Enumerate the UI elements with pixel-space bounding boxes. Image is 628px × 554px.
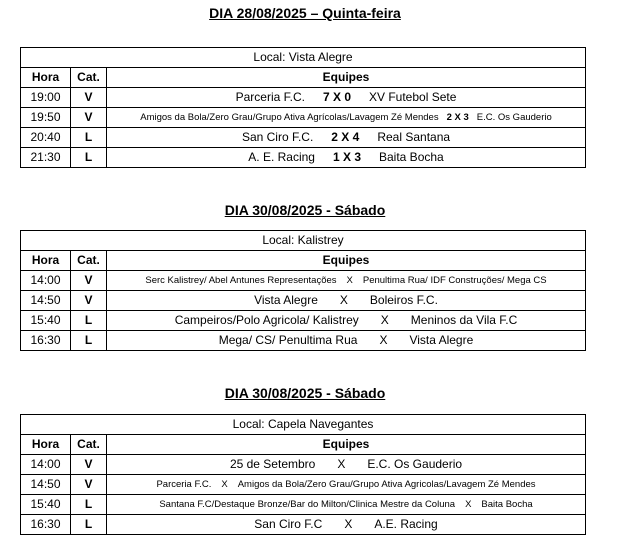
home-team: San Ciro F.C. (241, 130, 314, 144)
hora-cell: 20:40 (21, 128, 71, 148)
schedule-table-1 (20, 47, 586, 168)
away-team: E.C. Os Gauderio (367, 457, 463, 471)
table-row (21, 311, 586, 331)
away-team: A.E. Racing (374, 517, 438, 531)
versus: X (379, 333, 388, 347)
cat-cell: V (71, 271, 107, 291)
cat-cell: V (71, 88, 107, 108)
header-equipes: Equipes (107, 435, 586, 455)
hora-cell: 16:30 (21, 331, 71, 351)
away-team: Vista Alegre (409, 333, 474, 347)
score: 2 X 4 (331, 130, 360, 144)
versus: X (346, 275, 353, 286)
cat-cell: L (71, 331, 107, 351)
table-row (21, 331, 586, 351)
header-cat: Cat. (71, 251, 107, 271)
away-team: E.C. Os Gauderio (476, 112, 552, 123)
day-title-1: DIA 28/08/2025 – Quinta-feira (209, 5, 401, 21)
hora-cell: 19:50 (21, 108, 71, 128)
away-team: Baita Bocha (379, 150, 444, 164)
table-row (21, 271, 586, 291)
hora-cell: 15:40 (21, 311, 71, 331)
away-team: Boleiros F.C. (369, 293, 438, 307)
score: 7 X 0 (322, 90, 351, 104)
away-team: Meninos da Vila F.C (410, 313, 518, 327)
cat-cell: L (71, 128, 107, 148)
score: 2 X 3 (446, 112, 469, 123)
table-row (21, 475, 586, 495)
table-row (21, 495, 586, 515)
hora-cell: 14:50 (21, 291, 71, 311)
score: 1 X 3 (332, 150, 361, 164)
table-row (21, 128, 586, 148)
schedule-table-3 (20, 414, 586, 535)
away-team: XV Futebol Sete (369, 90, 457, 104)
hora-cell: 19:00 (21, 88, 71, 108)
home-team: Vista Alegre (254, 293, 318, 307)
cat-cell: V (71, 475, 107, 495)
table-row (21, 88, 586, 108)
hora-cell: 14:00 (21, 271, 71, 291)
table-row (21, 148, 586, 168)
home-team: Parceria F.C. (235, 90, 305, 104)
schedule-table-2 (20, 230, 586, 351)
versus: X (344, 517, 353, 531)
header-hora: Hora (21, 435, 71, 455)
versus: X (339, 293, 348, 307)
cat-cell: L (71, 495, 107, 515)
home-team: San Ciro F.C (254, 517, 323, 531)
cat-cell: V (71, 455, 107, 475)
away-team: Real Santana (377, 130, 451, 144)
home-team: Santana F.C/Destaque Bronze/Bar do Milton/Clinica Mestre da Coluna (159, 499, 456, 510)
cat-cell: V (71, 108, 107, 128)
home-team: Mega/ CS/ Penultima Rua (218, 333, 358, 347)
hora-cell: 14:00 (21, 455, 71, 475)
day-title-3: DIA 30/08/2025 - Sábado (224, 385, 386, 401)
local-cell: Local: Kalistrey (21, 231, 586, 251)
local-cell: Local: Capela Navegantes (21, 415, 586, 435)
table-row (21, 515, 586, 535)
cat-cell: V (71, 291, 107, 311)
cat-cell: L (71, 515, 107, 535)
home-team: Amigos da Bola/Zero Grau/Grupo Ativa Agrícolas/Lavagem Zé Mendes (140, 112, 439, 123)
day-title-2: DIA 30/08/2025 - Sábado (224, 202, 386, 218)
local-cell: Local: Vista Alegre (21, 48, 586, 68)
hora-cell: 21:30 (21, 148, 71, 168)
away-team: Penultima Rua/ IDF Construções/ Mega CS (362, 275, 547, 286)
hora-cell: 15:40 (21, 495, 71, 515)
versus: X (380, 313, 389, 327)
table-row (21, 108, 586, 128)
home-team: 25 de Setembro (229, 457, 316, 471)
away-team: Baita Bocha (481, 499, 533, 510)
hora-cell: 14:50 (21, 475, 71, 495)
versus: X (221, 479, 228, 490)
header-cat: Cat. (71, 68, 107, 88)
header-cat: Cat. (71, 435, 107, 455)
away-team: Amigos da Bola/Zero Grau/Grupo Ativa Agricolas/Lavagem Zé Mendes (237, 479, 536, 490)
table-row (21, 291, 586, 311)
home-team: Campeiros/Polo Agricola/ Kalistrey (174, 313, 359, 327)
home-team: A. E. Racing (248, 150, 315, 164)
hora-cell: 16:30 (21, 515, 71, 535)
home-team: Parceria F.C. (156, 479, 212, 490)
header-equipes: Equipes (107, 68, 586, 88)
versus: X (465, 499, 472, 510)
versus: X (337, 457, 346, 471)
cat-cell: L (71, 311, 107, 331)
header-hora: Hora (21, 251, 71, 271)
header-hora: Hora (21, 68, 71, 88)
table-row (21, 455, 586, 475)
cat-cell: L (71, 148, 107, 168)
home-team: Serc Kalistrey/ Abel Antunes Representações (145, 275, 337, 286)
header-equipes: Equipes (107, 251, 586, 271)
